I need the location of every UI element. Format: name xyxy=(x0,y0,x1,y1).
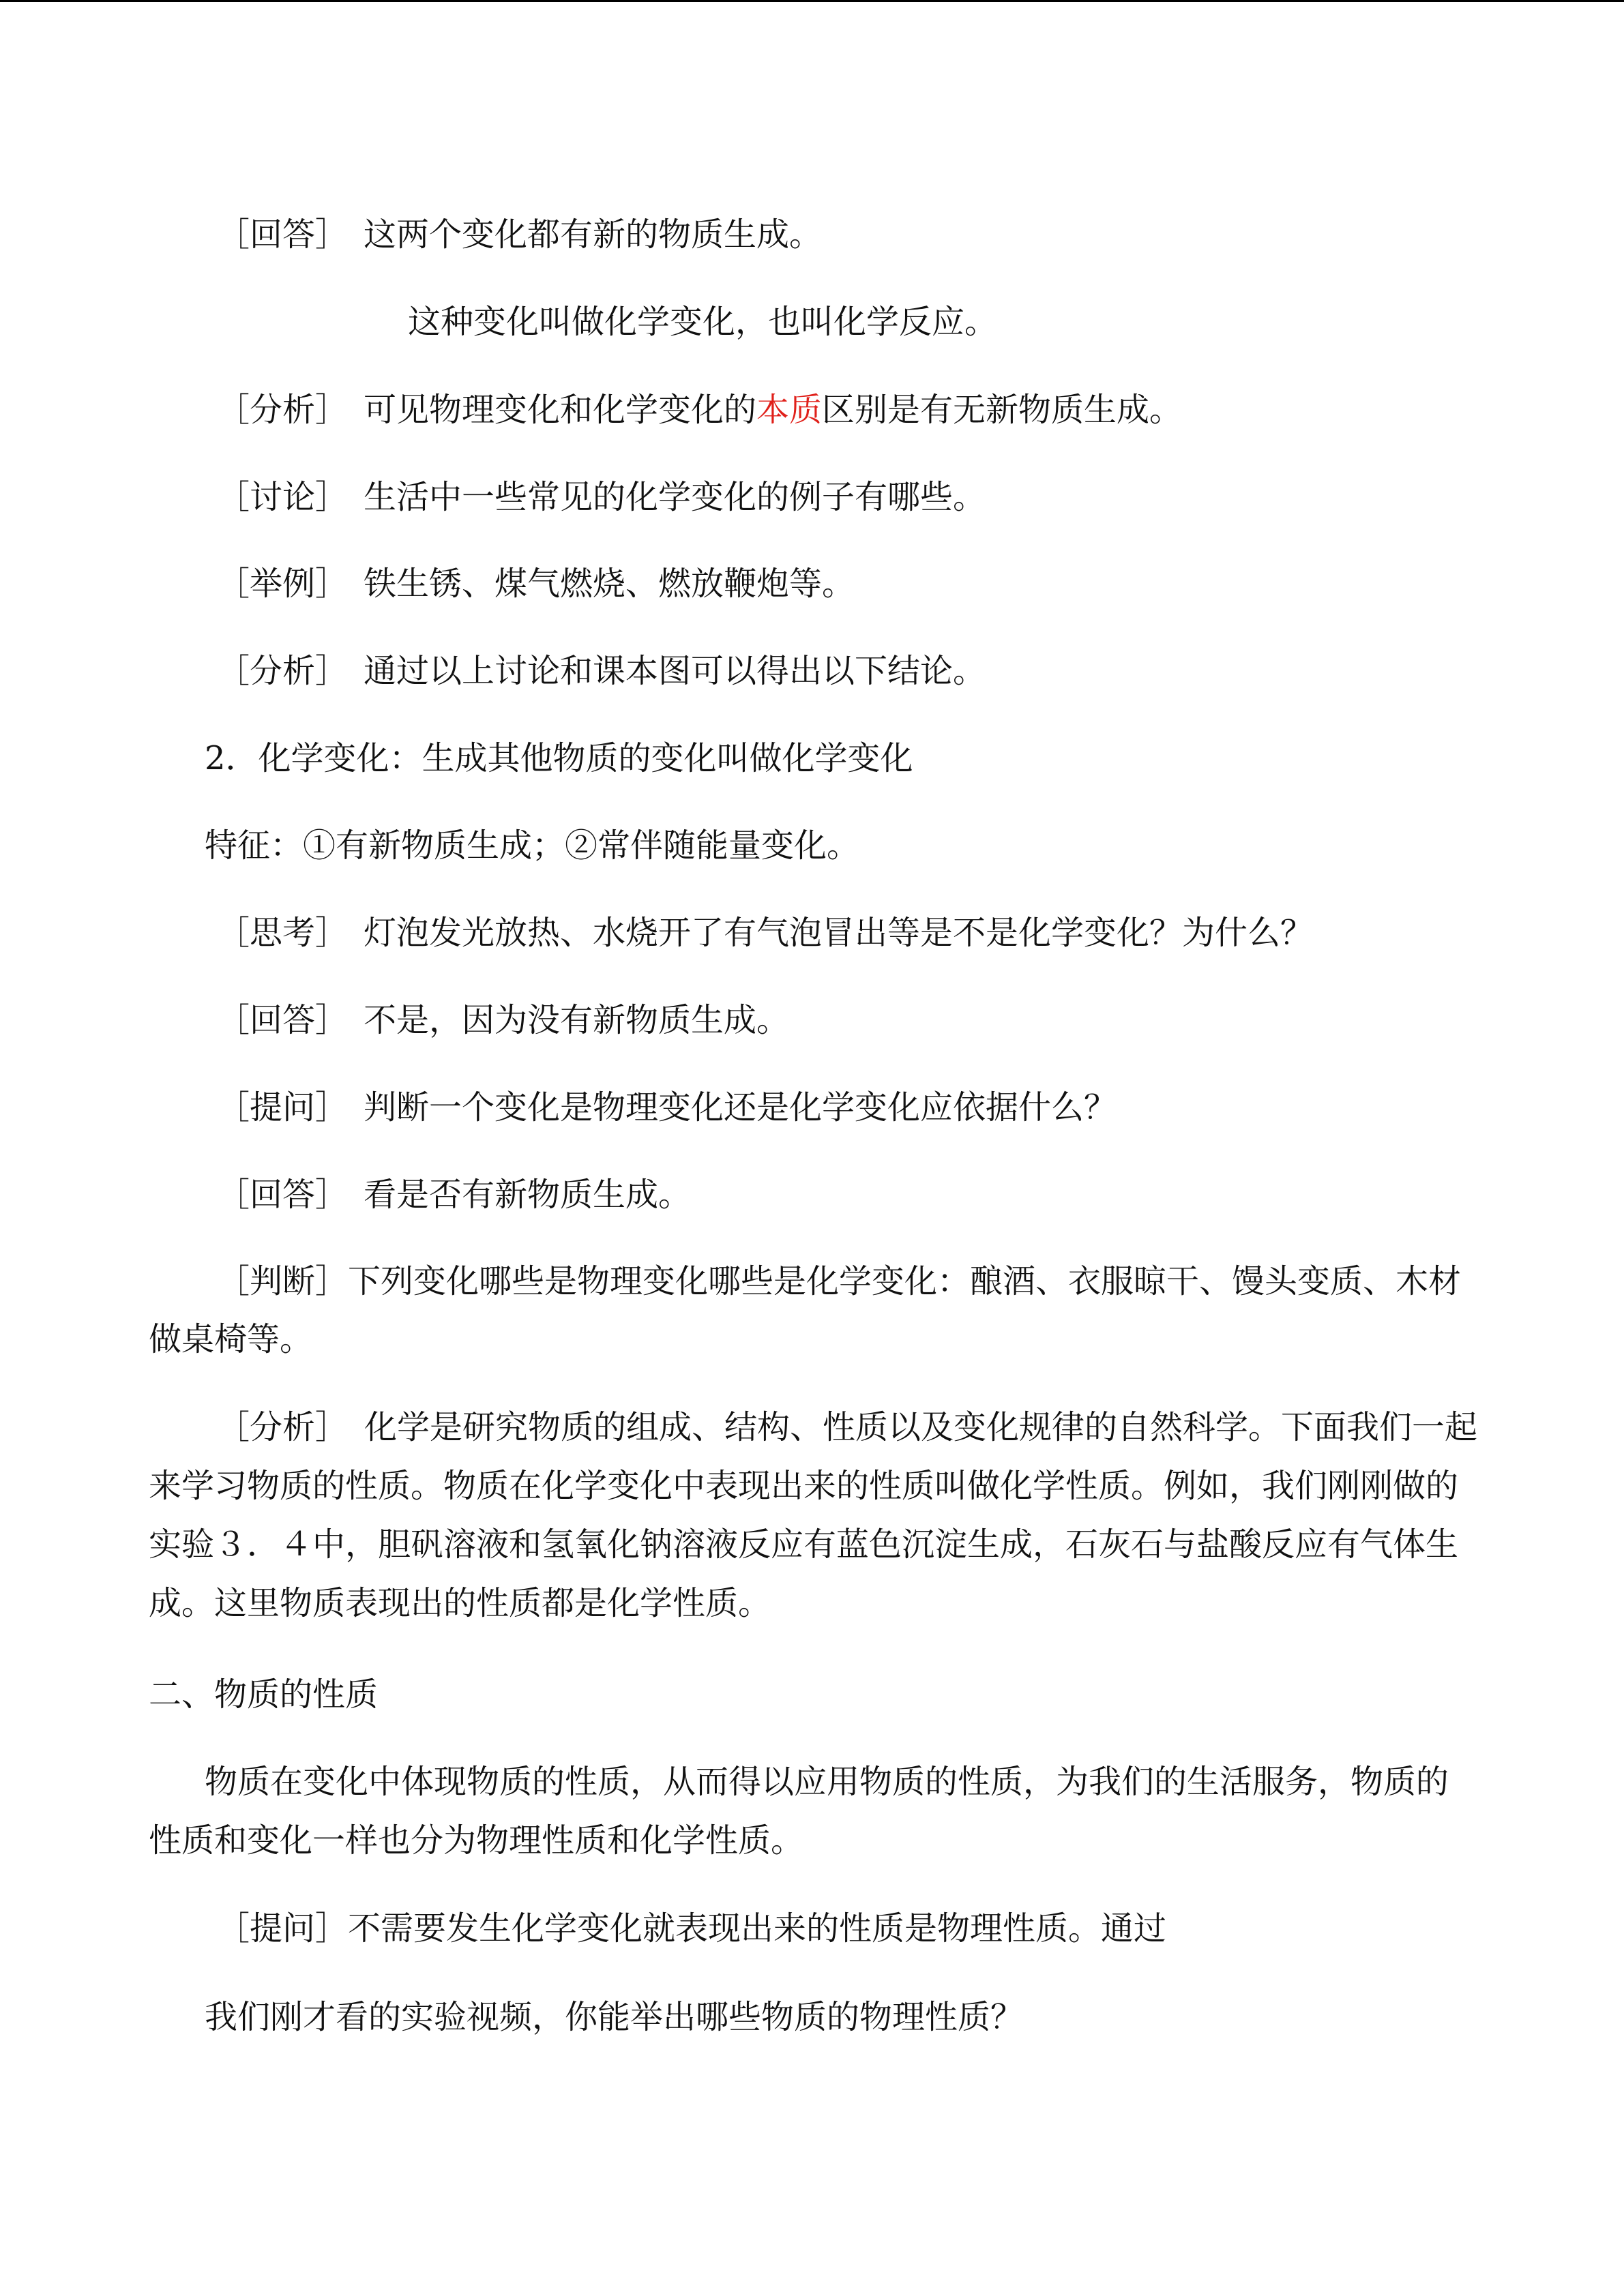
line-text: 区别是有无新物质生成。 xyxy=(822,391,1183,429)
line-label: ［回答］ xyxy=(217,1176,349,1214)
line-text: 成。这里物质表现出的性质都是化学性质。 xyxy=(149,1584,771,1622)
line-text: 这种变化叫做化学变化，也叫化学反应。 xyxy=(408,303,998,341)
line-label: ［举例］ xyxy=(217,565,349,603)
features-line xyxy=(205,825,859,866)
dialogue-line xyxy=(217,389,1182,430)
judgement-line xyxy=(217,1261,1461,1302)
line-label: ［回答］ xyxy=(217,215,349,254)
dialogue-line xyxy=(217,1087,1117,1128)
dialogue-line xyxy=(217,651,986,691)
line-text: 性质和变化一样也分为物理性质和化学性质。 xyxy=(149,1821,804,1860)
highlighted-text: 本质 xyxy=(756,391,823,429)
dialogue-line xyxy=(217,912,1313,953)
line-text: ［判断］下列变化哪些是物理变化哪些是化学变化：酿酒、衣服晾干、馒头变质、木材 xyxy=(217,1262,1462,1300)
dialogue-line xyxy=(217,563,855,604)
line-text: 特征：①有新物质生成；②常伴随能量变化。 xyxy=(205,826,860,865)
question-line xyxy=(217,1908,1166,1949)
section-heading xyxy=(149,1674,378,1715)
question-line xyxy=(205,1997,1023,2038)
line-label: ［回答］ xyxy=(217,1001,349,1039)
dialogue-line xyxy=(408,301,997,342)
line-label: ［分析］ xyxy=(217,652,349,690)
line-text: 2．化学变化：生成其他物质的变化叫做化学变化 xyxy=(205,739,913,777)
body-paragraph-line xyxy=(205,1761,1449,1802)
line-text: 来学习物质的性质。物质在化学变化中表现出来的性质叫做化学性质。例如，我们刚刚做的 xyxy=(149,1467,1459,1505)
analysis-paragraph-line xyxy=(217,1407,1477,1448)
line-text: 二、物质的性质 xyxy=(149,1675,379,1714)
line-text: 做桌椅等。 xyxy=(149,1320,313,1358)
line-label: ［思考］ xyxy=(217,914,349,952)
analysis-paragraph-line xyxy=(149,1465,1458,1506)
line-text: 可见物理变化和化学变化的 xyxy=(364,391,757,429)
dialogue-line xyxy=(217,1000,789,1041)
analysis-paragraph-line xyxy=(149,1583,771,1624)
line-text: 通过以上讨论和课本图可以得出以下结论。 xyxy=(364,652,986,690)
line-text: 实验３．４中，胆矾溶液和氢氧化钠溶液反应有蓝色沉淀生成，石灰石与盐酸反应有气体生 xyxy=(149,1525,1459,1564)
line-label: ［分析］ xyxy=(217,391,349,429)
dialogue-line xyxy=(217,477,986,518)
body-paragraph-line xyxy=(149,1820,803,1861)
line-text: 铁生锈、煤气燃烧、燃放鞭炮等。 xyxy=(364,565,855,603)
line-text: ［提问］不需要发生化学变化就表现出来的性质是物理性质。通过 xyxy=(217,1909,1167,1948)
line-text: 不是，因为没有新物质生成。 xyxy=(364,1001,790,1039)
analysis-paragraph-line xyxy=(149,1524,1458,1565)
line-text: 物质在变化中体现物质的性质，从而得以应用物质的性质，为我们的生活服务，物质的 xyxy=(205,1763,1449,1801)
judgement-line-cont xyxy=(149,1319,312,1360)
line-text: 这两个变化都有新的物质生成。 xyxy=(364,215,823,254)
line-text: 看是否有新物质生成。 xyxy=(364,1176,692,1214)
line-text: 灯泡发光放热、水烧开了有气泡冒出等是不是化学变化？为什么？ xyxy=(364,914,1314,952)
line-text: 判断一个变化是物理变化还是化学变化应依据什么？ xyxy=(364,1088,1117,1127)
line-text: 生活中一些常见的化学变化的例子有哪些。 xyxy=(364,478,986,516)
line-text: ［分析］ 化学是研究物质的组成、结构、性质以及变化规律的自然科学。下面我们一起 xyxy=(217,1408,1478,1446)
line-label: ［提问］ xyxy=(217,1088,349,1127)
dialogue-line xyxy=(217,214,822,255)
section-heading xyxy=(205,738,913,779)
dialogue-line xyxy=(217,1174,691,1215)
line-label: ［讨论］ xyxy=(217,478,349,516)
line-text: 我们刚才看的实验视频，你能举出哪些物质的物理性质？ xyxy=(205,1998,1024,2036)
